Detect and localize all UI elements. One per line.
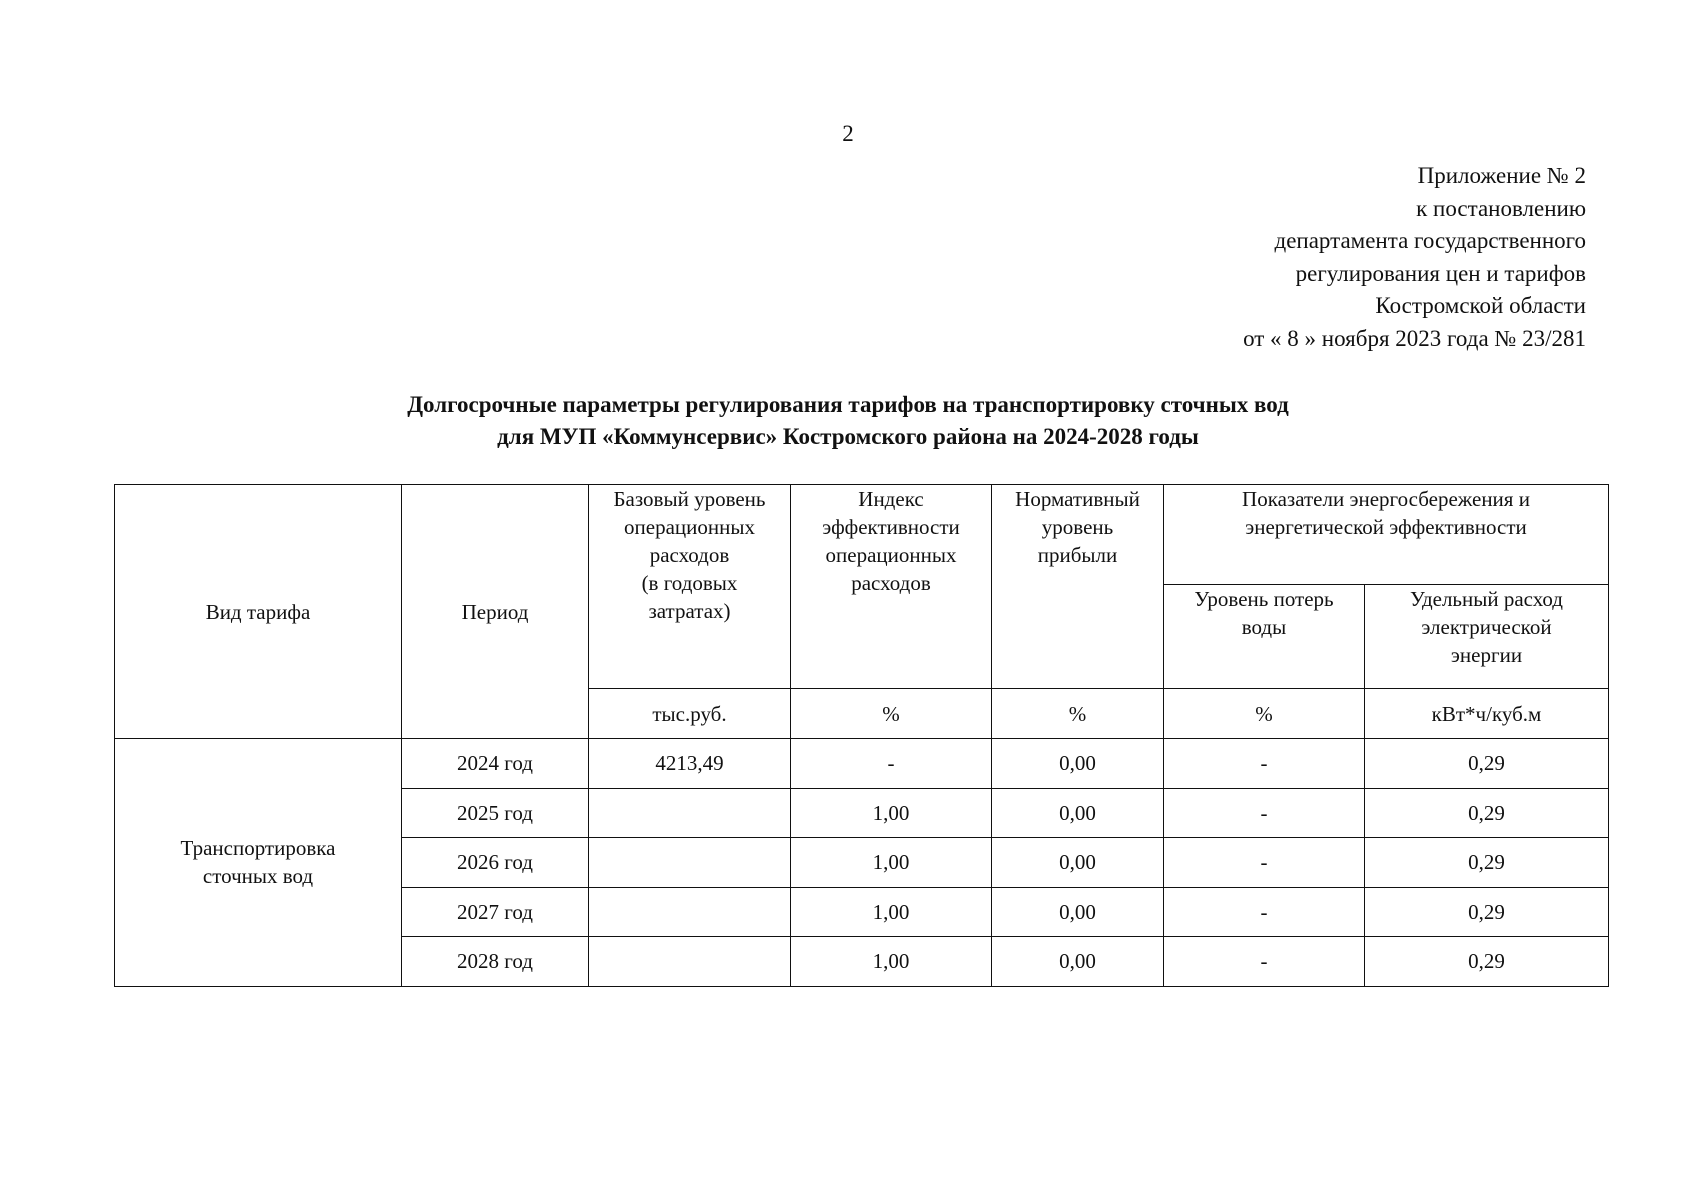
period-cell: 2026 год <box>402 838 589 888</box>
normative-profit-cell: 0,00 <box>992 739 1164 789</box>
normative-profit-cell: 0,00 <box>992 788 1164 838</box>
header-base-opex <box>589 485 791 689</box>
appendix-line: к постановлению <box>1416 195 1586 221</box>
water-loss-cell: - <box>1164 739 1365 789</box>
header-line: расходов <box>649 543 730 567</box>
period-cell: 2028 год <box>402 937 589 987</box>
header-line: Базовый уровень <box>613 487 766 511</box>
header-line: Индекс <box>858 487 924 511</box>
normative-profit-cell: 0,00 <box>992 838 1164 888</box>
base-opex-cell: 4213,49 <box>589 739 791 789</box>
header-water-loss <box>1164 585 1365 689</box>
water-loss-cell: - <box>1164 838 1365 888</box>
page-number: 2 <box>842 121 854 146</box>
normative-profit-cell: 0,00 <box>992 887 1164 937</box>
efficiency-index-cell: 1,00 <box>791 838 992 888</box>
header-period: Период <box>402 485 589 739</box>
header-line: уровень <box>1041 515 1114 539</box>
table-row <box>115 739 1609 789</box>
tariff-name-line: сточных вод <box>202 864 314 889</box>
header-line: затратах) <box>648 599 731 623</box>
unit-normative-profit: % <box>992 689 1164 739</box>
header-line: операционных <box>825 543 957 567</box>
tariff-parameters-table <box>114 484 1609 987</box>
water-loss-cell: - <box>1164 788 1365 838</box>
header-line: Уровень потерь <box>1194 587 1334 611</box>
header-line: расходов <box>851 571 931 595</box>
header-line: энергии <box>1450 643 1523 667</box>
unit-specific-energy: кВт*ч/куб.м <box>1365 689 1609 739</box>
specific-energy-cell: 0,29 <box>1365 937 1609 987</box>
water-loss-cell: - <box>1164 887 1365 937</box>
period-cell: 2024 год <box>402 739 589 789</box>
efficiency-index-cell: 1,00 <box>791 788 992 838</box>
water-loss-cell: - <box>1164 937 1365 987</box>
normative-profit-cell: 0,00 <box>992 937 1164 987</box>
appendix-line: от « 8 » ноября 2023 года № 23/281 <box>1243 325 1586 351</box>
appendix-line: Приложение № 2 <box>1417 163 1586 188</box>
header-specific-energy <box>1365 585 1609 689</box>
document-title-line-2: для МУП «Коммунсервис» Костромского района на 2024-2028 годы <box>497 424 1199 449</box>
base-opex-cell <box>589 937 791 987</box>
header-line: операционных <box>624 515 755 539</box>
header-line: воды <box>1241 615 1287 639</box>
period-cell: 2027 год <box>402 887 589 937</box>
header-line: Нормативный <box>1015 487 1140 511</box>
appendix-block <box>1243 160 1586 355</box>
header-normative-profit <box>992 485 1164 689</box>
header-line: прибыли <box>1037 543 1118 567</box>
efficiency-index-cell: - <box>791 739 992 789</box>
base-opex-cell <box>589 838 791 888</box>
efficiency-index-cell: 1,00 <box>791 937 992 987</box>
efficiency-index-cell: 1,00 <box>791 887 992 937</box>
period-cell: 2025 год <box>402 788 589 838</box>
header-line: (в годовых <box>641 571 738 595</box>
specific-energy-cell: 0,29 <box>1365 788 1609 838</box>
unit-water-loss: % <box>1164 689 1365 739</box>
appendix-line: регулирования цен и тарифов <box>1295 260 1586 286</box>
tariff-name-line: Транспортировка <box>180 836 336 861</box>
base-opex-cell <box>589 788 791 838</box>
base-opex-cell <box>589 887 791 937</box>
specific-energy-cell: 0,29 <box>1365 887 1609 937</box>
header-line: Удельный расход <box>1410 587 1563 611</box>
header-energy-group <box>1164 485 1609 585</box>
specific-energy-cell: 0,29 <box>1365 739 1609 789</box>
document-title <box>0 389 1696 453</box>
unit-efficiency-index: % <box>791 689 992 739</box>
document-title-line-1: Долгосрочные параметры регулирования тарифов на транспортировку сточных вод <box>407 392 1289 417</box>
header-line: эффективности <box>822 515 960 539</box>
tariff-name-cell <box>115 739 402 987</box>
appendix-line: департамента государственного <box>1274 228 1586 253</box>
header-efficiency-index <box>791 485 992 689</box>
unit-base-opex: тыс.руб. <box>589 689 791 739</box>
header-line: энергетической эффективности <box>1245 515 1527 539</box>
header-line: электрической <box>1421 615 1552 639</box>
header-tariff-type: Вид тарифа <box>115 485 402 739</box>
header-line: Показатели энергосбережения и <box>1242 487 1530 511</box>
appendix-line: Костромской области <box>1375 293 1586 318</box>
specific-energy-cell: 0,29 <box>1365 838 1609 888</box>
